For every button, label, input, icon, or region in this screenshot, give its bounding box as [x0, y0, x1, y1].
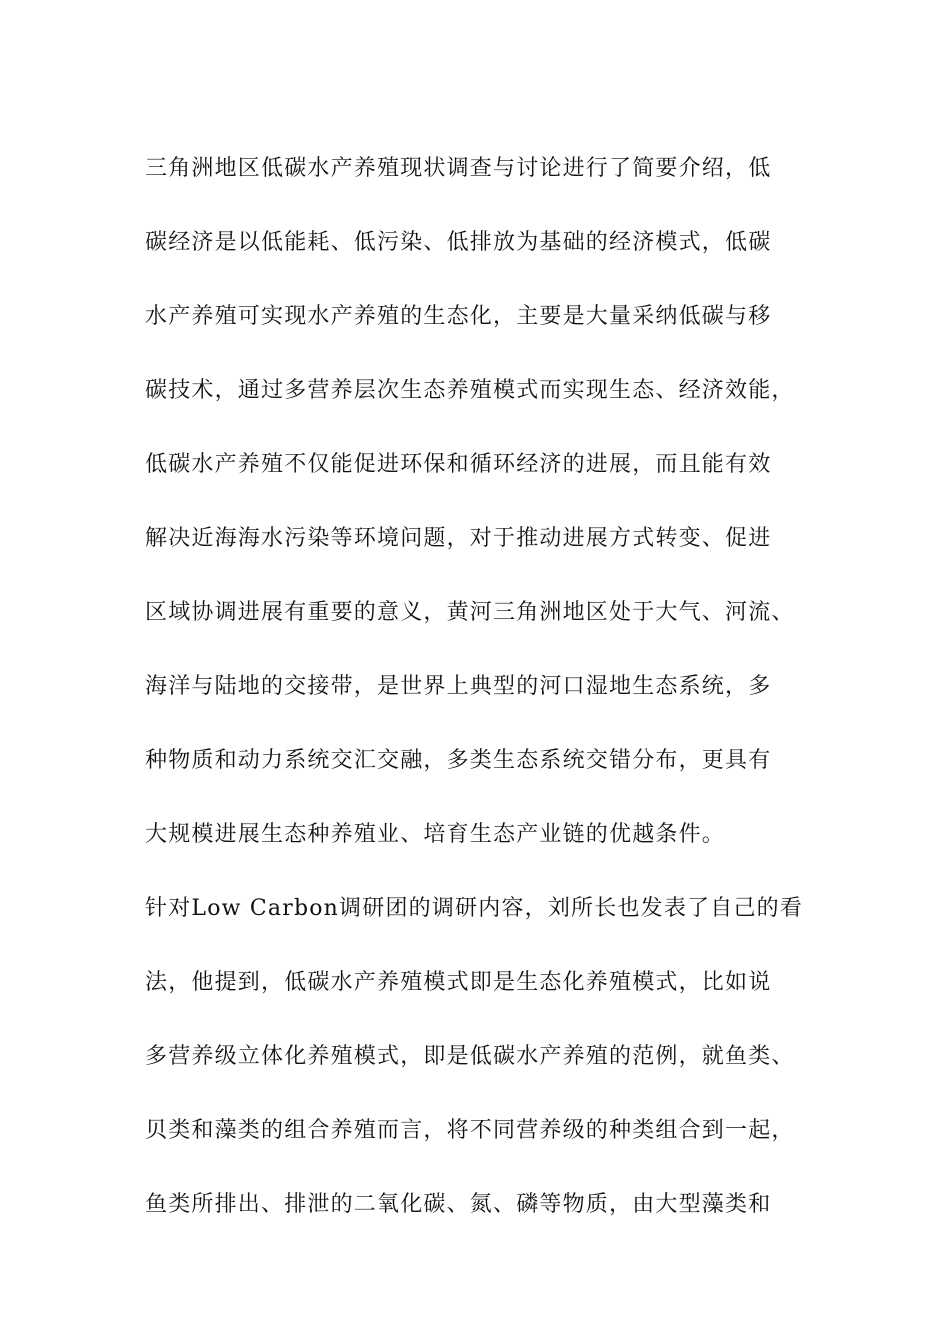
text-line: 针对Low Carbon调研团的调研内容，刘所长也发表了自己的看	[145, 896, 804, 921]
text-line: 碳经济是以低能耗、低污染、低排放为基础的经济模式，低碳	[145, 230, 772, 255]
text-line: 海洋与陆地的交接带，是世界上典型的河口湿地生态系统，多	[145, 674, 772, 699]
text-line: 法，他提到，低碳水产养殖模式即是生态化养殖模式，比如说	[145, 970, 772, 995]
text-line: 解决近海海水污染等环境问题，对于推动进展方式转变、促进	[145, 526, 772, 551]
text-line: 鱼类所排出、排泄的二氧化碳、氮、磷等物质，由大型藻类和	[145, 1192, 772, 1217]
text-line: 多营养级立体化养殖模式，即是低碳水产养殖的范例，就鱼类、	[145, 1044, 795, 1069]
text-line: 种物质和动力系统交汇交融，多类生态系统交错分布，更具有	[145, 748, 772, 773]
text-line: 大规模进展生态种养殖业、培育生态产业链的优越条件。	[145, 822, 726, 847]
text-line: 三角洲地区低碳水产养殖现状调查与讨论进行了简要介绍，低	[145, 156, 772, 181]
text-line: 低碳水产养殖不仅能促进环保和循环经济的进展，而且能有效	[145, 452, 772, 477]
text-line: 贝类和藻类的组合养殖而言，将不同营养级的种类组合到一起，	[145, 1118, 795, 1143]
body-text	[145, 132, 835, 1242]
text-line: 碳技术，通过多营养层次生态养殖模式而实现生态、经济效能，	[145, 378, 795, 403]
text-line: 区域协调进展有重要的意义，黄河三角洲地区处于大气、河流、	[145, 600, 795, 625]
text-line: 水产养殖可实现水产养殖的生态化，主要是大量采纳低碳与移	[145, 304, 772, 329]
